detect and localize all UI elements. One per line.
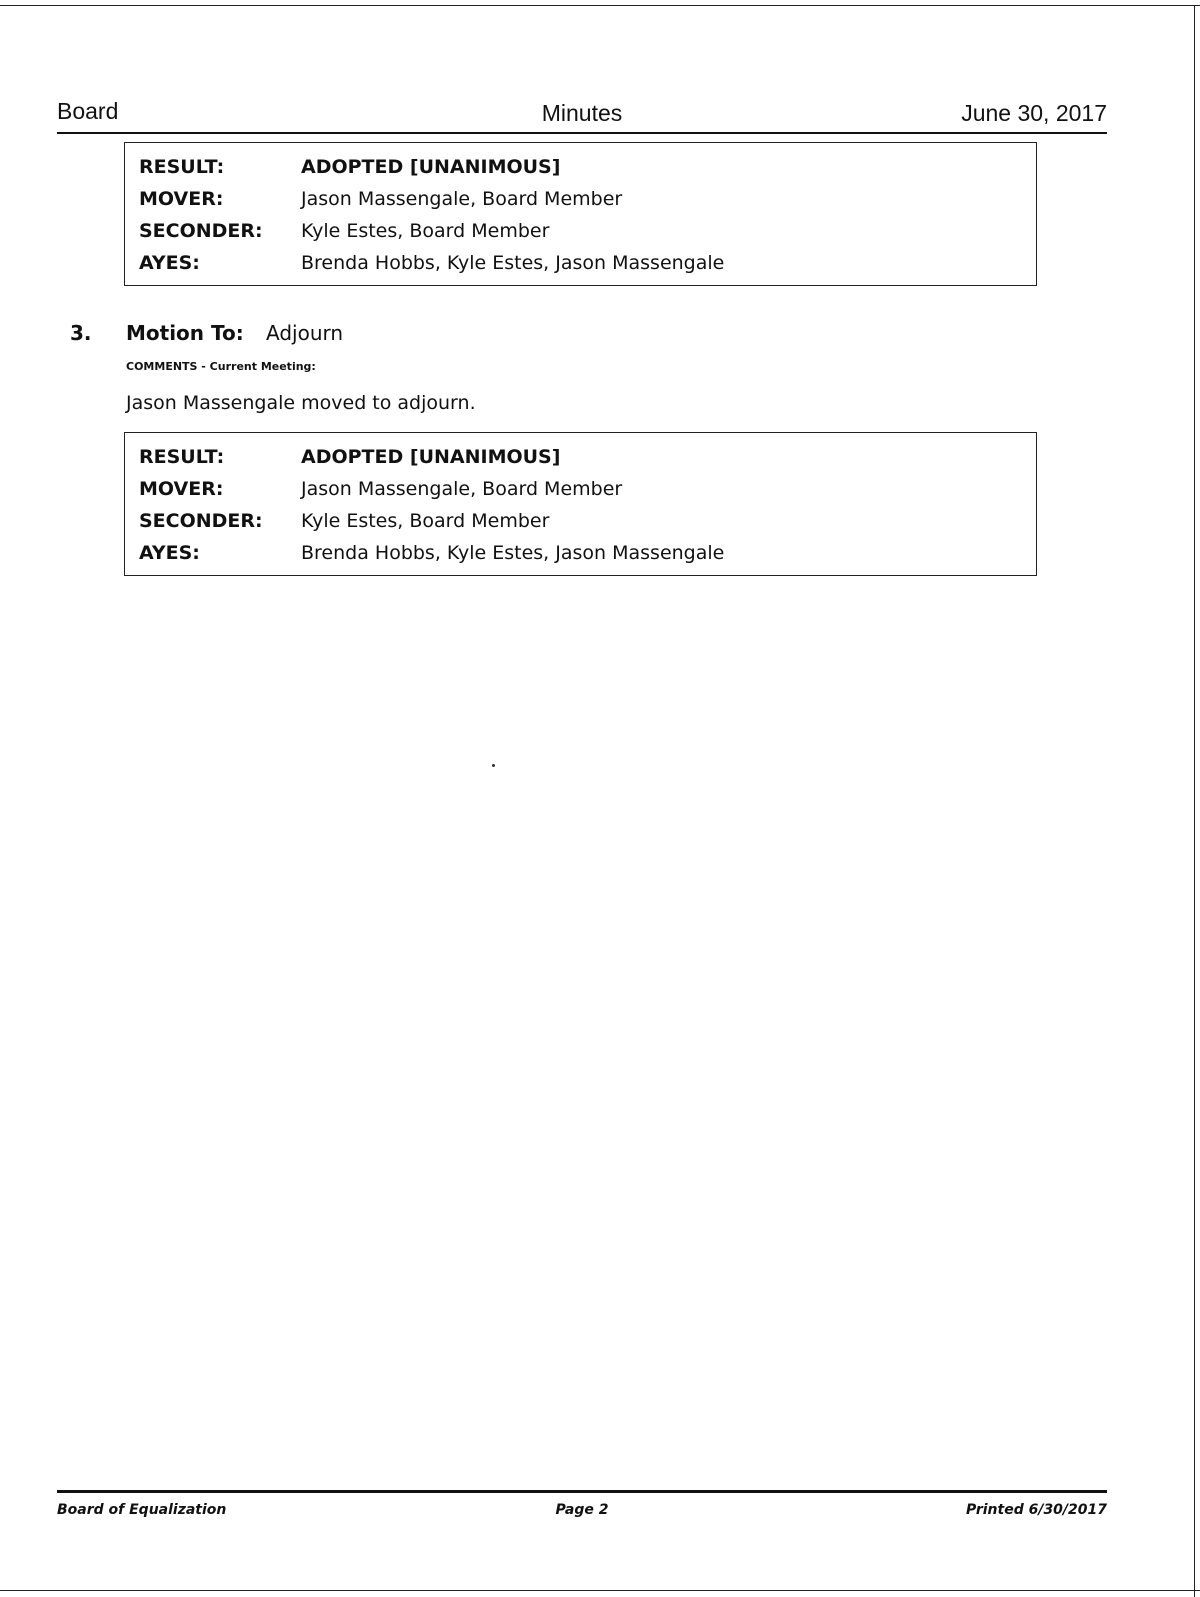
motion-number: 3. <box>70 321 92 345</box>
result-value: ADOPTED [UNANIMOUS] <box>301 156 561 178</box>
vote-row-mover <box>125 478 1036 508</box>
footer-page-number: Page 2 <box>555 1502 609 1518</box>
seconder-value: Kyle Estes, Board Member <box>301 220 550 242</box>
ayes-value: Brenda Hobbs, Kyle Estes, Jason Massengale <box>301 252 725 274</box>
page-header <box>57 96 1107 134</box>
ayes-label: AYES: <box>139 252 200 274</box>
motion-label: Motion To: <box>126 321 244 345</box>
vote-row-seconder <box>125 510 1036 540</box>
footer-organization: Board of Equalization <box>57 1502 227 1518</box>
ayes-label: AYES: <box>139 542 200 564</box>
header-board-label: Board <box>57 98 119 124</box>
vote-row-mover <box>125 188 1036 218</box>
vote-row-ayes <box>125 252 1036 282</box>
vote-result-box-1 <box>124 142 1037 286</box>
result-value: ADOPTED [UNANIMOUS] <box>301 446 561 468</box>
mover-label: MOVER: <box>139 478 224 500</box>
scan-edge-right <box>1194 5 1195 1597</box>
mover-value: Jason Massengale, Board Member <box>301 478 623 500</box>
vote-row-result <box>125 156 1036 186</box>
seconder-label: SECONDER: <box>139 220 263 242</box>
scan-edge-bottom <box>0 1590 1200 1591</box>
comment-text: Jason Massengale moved to adjourn. <box>126 392 476 414</box>
scan-edge-top <box>0 5 1200 6</box>
seconder-label: SECONDER: <box>139 510 263 532</box>
result-label: RESULT: <box>139 446 225 468</box>
result-label: RESULT: <box>139 156 225 178</box>
comments-heading: COMMENTS - Current Meeting: <box>126 360 316 373</box>
mover-value: Jason Massengale, Board Member <box>301 188 623 210</box>
footer-printed-date: Printed 6/30/2017 <box>966 1502 1107 1518</box>
vote-result-box-2 <box>124 432 1037 576</box>
vote-row-seconder <box>125 220 1036 250</box>
motion-value: Adjourn <box>266 321 344 345</box>
seconder-value: Kyle Estes, Board Member <box>301 510 550 532</box>
scan-speck <box>492 764 495 767</box>
header-title: Minutes <box>541 100 623 126</box>
vote-row-result <box>125 446 1036 476</box>
page-footer <box>57 1490 1107 1523</box>
header-date: June 30, 2017 <box>961 100 1107 126</box>
vote-row-ayes <box>125 542 1036 572</box>
mover-label: MOVER: <box>139 188 224 210</box>
ayes-value: Brenda Hobbs, Kyle Estes, Jason Massengale <box>301 542 725 564</box>
